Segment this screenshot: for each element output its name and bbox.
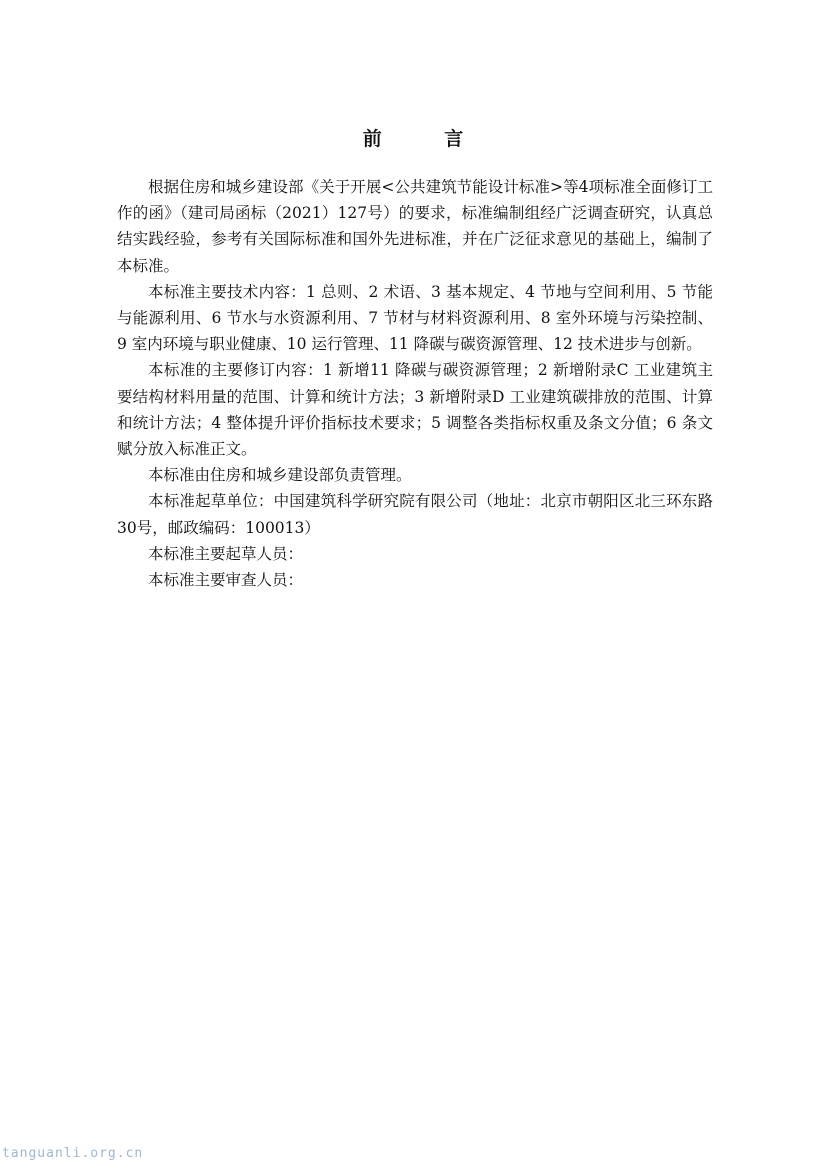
page-title: 前 言 — [362, 128, 492, 150]
paragraph-management: 本标准由住房和城乡建设部负责管理。 — [148, 466, 412, 485]
paragraph-drafting-unit: 本标准起草单位：中国建筑科学研究院有限公司（地址：北京市朝阳区北三环东路30号，邮政编码：100013） — [117, 492, 713, 537]
paragraph-reviewers: 本标准主要审查人员： — [148, 571, 304, 590]
foreword-body — [117, 174, 713, 593]
paragraph-revision-contents: 本标准的主要修订内容：1 新增11 降碳与碳资源管理；2 新增附录C 工业建筑主要结构材料用量的范围、计算和统计方法；3 新增附录D 工业建筑碳排放的范围、计算和统计方法；4 整体提升评价指标技术要求；5 调整各类指标权重及条文分值；6 条文赋分放入标准正文。 — [117, 361, 713, 459]
paragraph-drafters: 本标准主要起草人员： — [148, 544, 304, 563]
paragraph-background: 根据住房和城乡建设部《关于开展<公共建筑节能设计标准>等4项标准全面修订工作的函》（建司局函标（2021）127号）的要求，标准编制组经广泛调查研究，认真总结实践经验，参考有关国际标准和国外先进标准，并在广泛征求意见的基础上，编制了本标准。 — [117, 178, 713, 275]
watermark: tanguanli.org.cn — [2, 1146, 144, 1161]
paragraph-technical-contents: 本标准主要技术内容：1 总则、2 术语、3 基本规定、4 节地与空间利用、5 节能与能源利用、6 节水与水资源利用、7 节材与材料资源利用、8 室外环境与污染控制、9 室内环境与职业健康、10 运行管理、11 降碳与碳资源管理、12 技术进步与创新。 — [117, 282, 713, 354]
